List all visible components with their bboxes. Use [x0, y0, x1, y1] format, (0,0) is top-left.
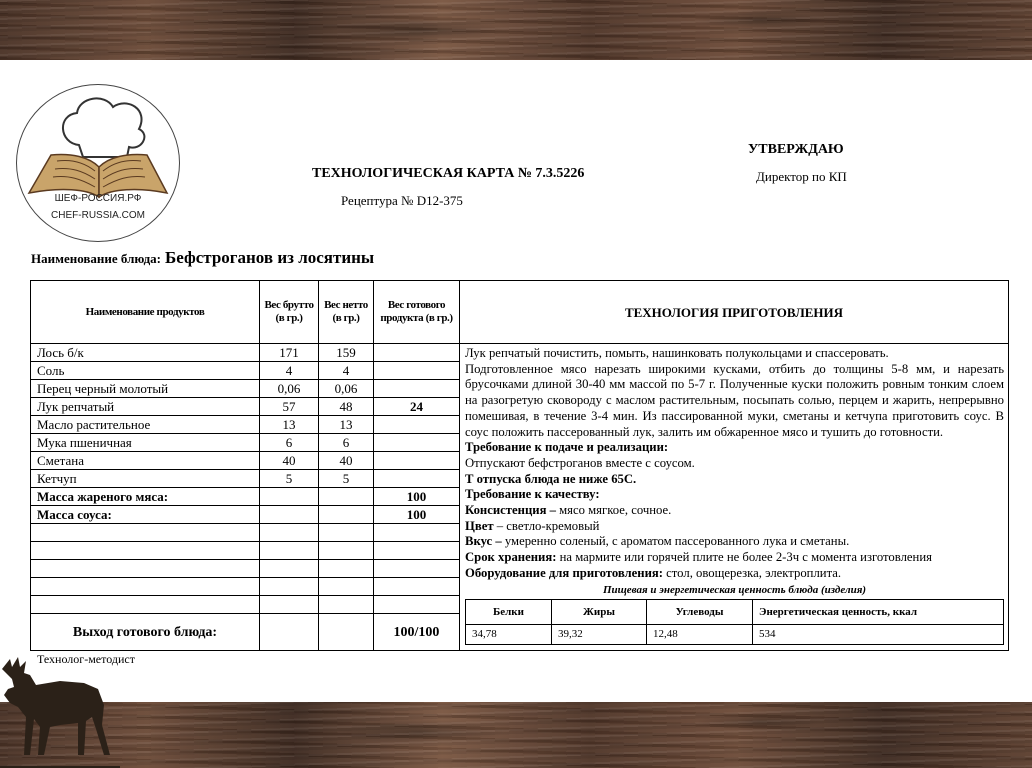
product-name: Лось б/к [31, 344, 260, 362]
finished-weight [374, 524, 460, 542]
storage-period [465, 550, 1004, 566]
product-name [31, 560, 260, 578]
header-net: Вес нетто (в гр.) [319, 281, 374, 344]
gross-weight: 40 [260, 452, 319, 470]
product-name: Масса соуса: [31, 506, 260, 524]
nutrition-table [465, 599, 1004, 645]
product-name [31, 578, 260, 596]
finished-weight [374, 578, 460, 596]
header-technology: ТЕХНОЛОГИЯ ПРИГОТОВЛЕНИЯ [460, 281, 1009, 344]
product-name: Кетчуп [31, 470, 260, 488]
net-weight: 48 [319, 398, 374, 416]
logo-text-en: CHEF-RUSSIA.COM [51, 210, 145, 221]
product-name: Перец черный молотый [31, 380, 260, 398]
product-name [31, 524, 260, 542]
product-name [31, 542, 260, 560]
net-weight: 6 [319, 434, 374, 452]
finished-weight [374, 596, 460, 614]
nutrition-header-fat: Жиры [552, 600, 647, 625]
gross-weight [260, 596, 319, 614]
gross-weight [260, 578, 319, 596]
equipment [465, 566, 1004, 582]
recipe-number: Рецептура № D12-375 [341, 193, 463, 208]
finished-weight: 100 [374, 506, 460, 524]
quality-requirements-title: Требование к качеству: [465, 487, 600, 502]
yield-gross-empty [260, 614, 319, 651]
finished-weight [374, 416, 460, 434]
gross-weight [260, 560, 319, 578]
color-text: – светло-кремовый [493, 518, 600, 533]
nutrition-header-row [466, 600, 1004, 625]
net-weight: 0,06 [319, 380, 374, 398]
product-name [31, 596, 260, 614]
finished-weight [374, 434, 460, 452]
product-name: Лук репчатый [31, 398, 260, 416]
dish-name-line [31, 248, 374, 268]
net-weight: 40 [319, 452, 374, 470]
header-finished: Вес готового продукта (в гр.) [374, 281, 460, 344]
consistency-text: мясо мягкое, сочное. [555, 503, 672, 518]
equipment-text: стол, овощерезка, электроплита. [663, 565, 842, 580]
finished-weight: 100 [374, 488, 460, 506]
finished-weight [374, 452, 460, 470]
net-weight [319, 524, 374, 542]
finished-weight [374, 560, 460, 578]
technologist-caption: Технолог-методист [37, 652, 135, 666]
color-label: Цвет [465, 518, 494, 533]
tech-card-table [30, 280, 1009, 651]
gross-weight: 171 [260, 344, 319, 362]
product-name: Масса жареного мяса: [31, 488, 260, 506]
technology-cell [460, 344, 1009, 651]
product-name: Соль [31, 362, 260, 380]
logo-text-ru: ШЕФ-РОССИЯ.РФ [54, 193, 142, 204]
net-weight: 4 [319, 362, 374, 380]
wood-footer-band [0, 702, 1032, 768]
net-weight [319, 488, 374, 506]
gross-weight [260, 488, 319, 506]
finished-weight: 24 [374, 398, 460, 416]
taste-label: Вкус – [465, 534, 502, 549]
yield-label: Выход готового блюда: [31, 614, 260, 651]
nutrition-carbs-value: 12,48 [647, 625, 753, 645]
net-weight [319, 596, 374, 614]
gross-weight: 6 [260, 434, 319, 452]
director-caption: Директор по КП [756, 169, 847, 184]
document-title: ТЕХНОЛОГИЧЕСКАЯ КАРТА № 7.3.5226 [312, 166, 585, 181]
storage-label: Срок хранения: [465, 550, 557, 565]
net-weight [319, 506, 374, 524]
gross-weight: 4 [260, 362, 319, 380]
finished-weight [374, 380, 460, 398]
nutrition-values-row [466, 625, 1004, 645]
storage-text: на мармите или горячей плите не более 2-3ч с момента изготовления [556, 550, 932, 565]
finished-weight [374, 362, 460, 380]
wood-header-band [0, 0, 1032, 60]
gross-weight: 57 [260, 398, 319, 416]
dish-name-value: Бефстроганов из лосятины [164, 248, 375, 267]
serve-requirements-text: Отпускают бефстроганов вместе с соусом. [465, 455, 695, 470]
header-product: Наименование продуктов [31, 281, 260, 344]
nutrition-caption: Пищевая и энергетическая ценность блюда (изделия) [602, 583, 867, 596]
chef-russia-logo [16, 84, 180, 242]
gross-weight: 5 [260, 470, 319, 488]
net-weight: 13 [319, 416, 374, 434]
nutrition-protein-value: 34,78 [466, 625, 552, 645]
net-weight: 159 [319, 344, 374, 362]
yield-value: 100/100 [374, 614, 460, 651]
quality-consistency [465, 503, 1004, 519]
nutrition-header-carbs: Углеводы [647, 600, 753, 625]
yield-net-empty [319, 614, 374, 651]
serve-requirements-title: Требование к подаче и реализации: [465, 440, 669, 455]
table-row [31, 344, 1009, 362]
nutrition-energy-value: 534 [753, 625, 1004, 645]
consistency-label: Консистенция – [465, 503, 556, 518]
approve-heading: УТВЕРЖДАЮ [748, 142, 844, 157]
nutrition-header-protein: Белки [466, 600, 552, 625]
nutrition-header-energy: Энергетическая ценность, ккал [753, 600, 1004, 625]
gross-weight: 13 [260, 416, 319, 434]
serving-temperature: Т отпуска блюда не ниже 65С. [465, 471, 637, 486]
net-weight [319, 542, 374, 560]
finished-weight [374, 470, 460, 488]
product-name: Сметана [31, 452, 260, 470]
finished-weight [374, 542, 460, 560]
gross-weight [260, 542, 319, 560]
quality-color [465, 519, 1004, 535]
dish-name-label: Наименование блюда: [31, 251, 161, 266]
technology-step-1: Лук репчатый почистить, помыть, нашинковать полукольцами и спассеровать. [465, 346, 889, 360]
table-header-row [31, 281, 1009, 344]
gross-weight: 0,06 [260, 380, 319, 398]
finished-weight [374, 344, 460, 362]
net-weight [319, 560, 374, 578]
moose-icon [0, 655, 120, 768]
net-weight [319, 578, 374, 596]
technology-step-2: Подготовленное мясо нарезать широкими кусками, отбить до толщины 5-8 мм, и нарезать брусочками длиной 30-40 мм массой по 5-7 г. Полученные куски положить ровным тонким слоем на разогретую сковороду с маслом растительным, посыпать солью, перцем и жарить, непрерывно помешивая, в течение 3-4 мин. Из пассированной муки, сметаны и кетчупа приготовить соус. В соус положить пассерованный лук, залить им обжаренное мясо и тушить до готовности. [465, 361, 1004, 439]
taste-text: умеренно соленый, с ароматом пассерованного лука и сметаны. [501, 534, 850, 549]
net-weight: 5 [319, 470, 374, 488]
product-name: Масло растительное [31, 416, 260, 434]
gross-weight [260, 524, 319, 542]
gross-weight [260, 506, 319, 524]
nutrition-fat-value: 39,32 [552, 625, 647, 645]
product-name: Мука пшеничная [31, 434, 260, 452]
equipment-label: Оборудование для приготовления: [465, 565, 663, 580]
quality-taste [465, 534, 1004, 550]
header-gross: Вес брутто (в гр.) [260, 281, 319, 344]
